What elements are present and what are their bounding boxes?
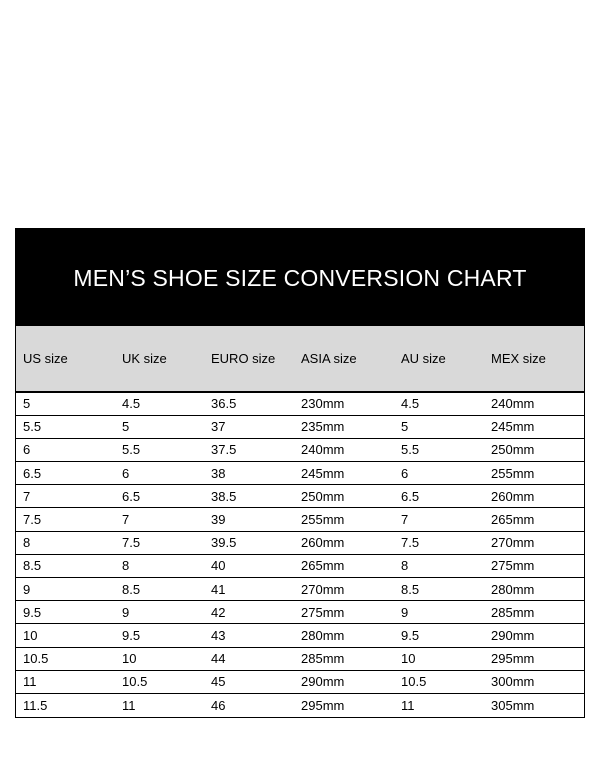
table-body (16, 392, 584, 717)
cell-asia-size: 275mm (294, 601, 394, 624)
cell-uk-size: 10 (115, 647, 204, 670)
table-row (16, 601, 584, 624)
cell-asia-size: 240mm (294, 438, 394, 461)
cell-mex-size: 245mm (484, 415, 584, 438)
cell-euro-size: 37 (204, 415, 294, 438)
cell-us-size: 7.5 (16, 508, 115, 531)
cell-au-size: 5 (394, 415, 484, 438)
table-row (16, 485, 584, 508)
cell-asia-size: 280mm (294, 624, 394, 647)
cell-au-size: 8 (394, 554, 484, 577)
cell-uk-size: 7.5 (115, 531, 204, 554)
cell-euro-size: 36.5 (204, 392, 294, 415)
cell-uk-size: 9 (115, 601, 204, 624)
cell-uk-size: 6 (115, 462, 204, 485)
cell-uk-size: 8 (115, 554, 204, 577)
cell-mex-size: 270mm (484, 531, 584, 554)
cell-euro-size: 44 (204, 647, 294, 670)
cell-au-size: 5.5 (394, 438, 484, 461)
cell-euro-size: 39 (204, 508, 294, 531)
cell-uk-size: 7 (115, 508, 204, 531)
cell-us-size: 8.5 (16, 554, 115, 577)
table-row (16, 438, 584, 461)
cell-us-size: 7 (16, 485, 115, 508)
cell-uk-size: 8.5 (115, 578, 204, 601)
cell-asia-size: 250mm (294, 485, 394, 508)
table-row (16, 670, 584, 693)
cell-asia-size: 230mm (294, 392, 394, 415)
title-bar (16, 229, 584, 326)
cell-asia-size: 265mm (294, 554, 394, 577)
header-row (16, 326, 584, 392)
table-row (16, 554, 584, 577)
header-euro-size: EURO size (204, 326, 294, 392)
cell-au-size: 10 (394, 647, 484, 670)
cell-uk-size: 11 (122, 697, 136, 713)
cell-asia-size: 295mm (301, 697, 345, 713)
cell-au-size: 7.5 (394, 531, 484, 554)
cell-asia-size: 255mm (294, 508, 394, 531)
cell-au-size: 7 (394, 508, 484, 531)
chart-title: MEN’S SHOE SIZE CONVERSION CHART (73, 265, 527, 291)
cell-us-size: 6.5 (16, 462, 115, 485)
cell-us-size: 9.5 (16, 601, 115, 624)
cell-mex-size: 260mm (484, 485, 584, 508)
cell-mex-size: 290mm (484, 624, 584, 647)
cell-uk-size: 9.5 (115, 624, 204, 647)
size-chart (15, 228, 585, 718)
cell-euro-size: 43 (204, 624, 294, 647)
cell-mex-size: 280mm (484, 578, 584, 601)
header-us-size: US size (16, 326, 115, 392)
cell-au-size: 4.5 (394, 392, 484, 415)
cell-asia-size: 290mm (294, 670, 394, 693)
table-row (16, 508, 584, 531)
cell-mex-size: 285mm (484, 601, 584, 624)
cell-asia-size: 260mm (294, 531, 394, 554)
cell-euro-size: 46 (211, 697, 226, 713)
cell-us-size: 11 (16, 670, 115, 693)
cell-euro-size: 42 (204, 601, 294, 624)
cell-us-size: 5 (16, 392, 115, 415)
cell-euro-size: 41 (204, 578, 294, 601)
cell-mex-size: 300mm (484, 670, 584, 693)
cell-us-size: 11.5 (23, 697, 48, 713)
cell-euro-size: 39.5 (204, 531, 294, 554)
table-row (16, 624, 584, 647)
cell-us-size: 6 (16, 438, 115, 461)
cell-euro-size: 40 (204, 554, 294, 577)
header-asia-size: ASIA size (294, 326, 394, 392)
cell-uk-size: 6.5 (115, 485, 204, 508)
cell-au-size: 8.5 (394, 578, 484, 601)
cell-asia-size: 270mm (294, 578, 394, 601)
header-uk-size: UK size (115, 326, 204, 392)
cell-au-size: 9 (394, 601, 484, 624)
cell-euro-size: 38 (204, 462, 294, 485)
cell-mex-size: 255mm (484, 462, 584, 485)
cell-uk-size: 5.5 (115, 438, 204, 461)
cell-us-size: 8 (16, 531, 115, 554)
cell-asia-size: 245mm (294, 462, 394, 485)
table-row (16, 578, 584, 601)
table-row (16, 415, 584, 438)
cell-uk-size: 5 (115, 415, 204, 438)
cell-euro-size: 37.5 (204, 438, 294, 461)
cell-uk-size: 4.5 (115, 392, 204, 415)
cell-us-size: 9 (16, 578, 115, 601)
cell-asia-size: 285mm (294, 647, 394, 670)
cell-au-size: 9.5 (394, 624, 484, 647)
size-table (16, 326, 584, 717)
header-mex-size: MEX size (484, 326, 584, 392)
header-au-size: AU size (394, 326, 484, 392)
table-row (16, 693, 584, 716)
cell-au-size: 6.5 (394, 485, 484, 508)
cell-us-size: 10.5 (16, 647, 115, 670)
cell-mex-size: 295mm (484, 647, 584, 670)
cell-mex-size: 305mm (491, 697, 535, 713)
cell-mex-size: 240mm (484, 392, 584, 415)
table-row (16, 531, 584, 554)
cell-euro-size: 38.5 (204, 485, 294, 508)
cell-us-size: 5.5 (16, 415, 115, 438)
cell-au-size: 6 (394, 462, 484, 485)
cell-mex-size: 265mm (484, 508, 584, 531)
cell-mex-size: 250mm (484, 438, 584, 461)
cell-uk-size: 10.5 (115, 670, 204, 693)
cell-au-size: 11 (401, 697, 415, 713)
table-row (16, 462, 584, 485)
cell-au-size: 10.5 (394, 670, 484, 693)
cell-asia-size: 235mm (294, 415, 394, 438)
table-row (16, 392, 584, 415)
cell-euro-size: 45 (204, 670, 294, 693)
cell-us-size: 10 (16, 624, 115, 647)
cell-mex-size: 275mm (484, 554, 584, 577)
table-row (16, 647, 584, 670)
